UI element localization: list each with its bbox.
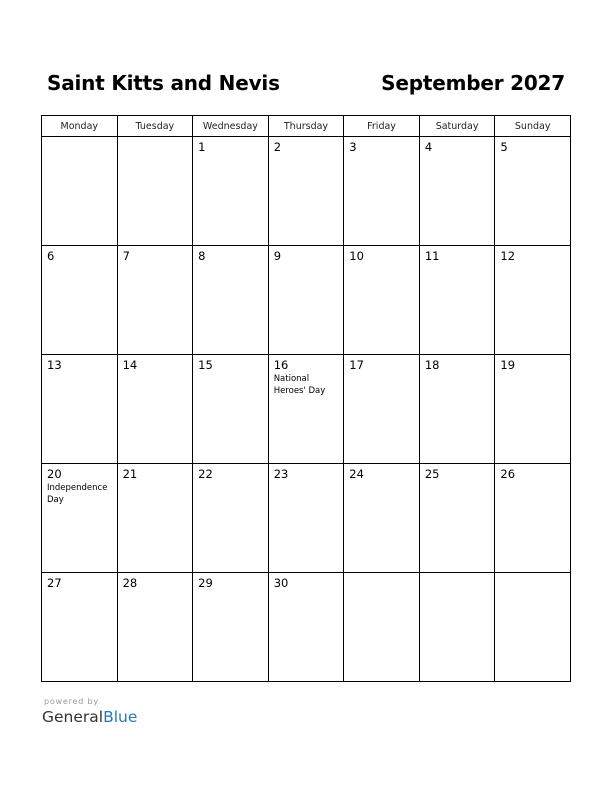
week-row bbox=[42, 355, 571, 464]
day-number: 5 bbox=[500, 140, 508, 154]
day-cell bbox=[495, 355, 571, 464]
day-cell bbox=[268, 246, 344, 355]
day-cell bbox=[419, 137, 495, 246]
day-number: 25 bbox=[424, 467, 440, 481]
weekday-friday: Friday bbox=[344, 116, 420, 137]
day-cell bbox=[495, 137, 571, 246]
day-cell bbox=[193, 355, 269, 464]
week-row bbox=[42, 246, 571, 355]
day-cell bbox=[268, 355, 344, 464]
day-number: 21 bbox=[122, 467, 138, 481]
day-cell bbox=[419, 355, 495, 464]
day-cell bbox=[42, 355, 118, 464]
weekday-header-row bbox=[42, 116, 571, 137]
empty-day-cell bbox=[419, 573, 495, 682]
empty-day-cell bbox=[42, 137, 118, 246]
day-cell bbox=[419, 464, 495, 573]
day-number: 12 bbox=[500, 249, 516, 263]
day-number: 20 bbox=[47, 467, 62, 481]
day-cell bbox=[268, 137, 344, 246]
day-cell bbox=[42, 246, 118, 355]
day-number: 27 bbox=[47, 576, 62, 590]
holiday-label: Independence Day bbox=[47, 483, 108, 505]
day-number: 6 bbox=[47, 249, 55, 263]
day-cell bbox=[268, 573, 344, 682]
week-row bbox=[42, 464, 571, 573]
weekday-wednesday: Wednesday bbox=[193, 116, 269, 137]
day-number: 13 bbox=[47, 358, 62, 372]
empty-day-cell bbox=[495, 573, 571, 682]
calendar-grid bbox=[41, 115, 571, 682]
day-number: 4 bbox=[424, 140, 433, 154]
weekday-thursday: Thursday bbox=[268, 116, 344, 137]
calendar-body bbox=[42, 137, 571, 682]
day-number: 15 bbox=[198, 358, 213, 372]
day-cell bbox=[344, 137, 420, 246]
day-cell bbox=[495, 246, 571, 355]
day-cell bbox=[268, 464, 344, 573]
day-number: 10 bbox=[349, 249, 364, 263]
brand-general: General bbox=[42, 708, 104, 726]
day-number: 8 bbox=[198, 249, 206, 263]
day-number: 22 bbox=[198, 467, 213, 481]
day-cell bbox=[193, 137, 269, 246]
empty-day-cell bbox=[344, 573, 420, 682]
day-number: 17 bbox=[349, 358, 364, 372]
weekday-monday: Monday bbox=[42, 116, 118, 137]
day-cell bbox=[193, 573, 269, 682]
week-row bbox=[42, 137, 571, 246]
day-number: 24 bbox=[349, 467, 364, 481]
day-cell bbox=[117, 246, 193, 355]
day-number: 7 bbox=[122, 249, 130, 263]
day-number: 26 bbox=[500, 467, 516, 481]
day-number: 1 bbox=[198, 140, 206, 154]
empty-day-cell bbox=[117, 137, 193, 246]
day-cell bbox=[193, 464, 269, 573]
generalblue-logo bbox=[42, 708, 137, 726]
weekday-tuesday: Tuesday bbox=[117, 116, 193, 137]
day-number: 30 bbox=[273, 576, 289, 590]
day-number: 28 bbox=[122, 576, 138, 590]
day-cell bbox=[42, 464, 118, 573]
day-number: 3 bbox=[349, 140, 357, 154]
day-cell bbox=[42, 573, 118, 682]
holiday-label: National Heroes' Day bbox=[273, 374, 326, 396]
day-number: 14 bbox=[122, 358, 138, 372]
day-number: 16 bbox=[273, 358, 289, 372]
powered-by-text: powered by bbox=[44, 697, 99, 706]
day-number: 23 bbox=[273, 467, 289, 481]
day-number: 29 bbox=[198, 576, 213, 590]
day-cell bbox=[344, 355, 420, 464]
day-number: 9 bbox=[273, 249, 282, 263]
day-cell bbox=[419, 246, 495, 355]
brand-blue: Blue bbox=[103, 708, 138, 726]
weekday-sunday: Sunday bbox=[495, 116, 571, 137]
day-cell bbox=[117, 573, 193, 682]
month-year-title: September 2027 bbox=[381, 71, 565, 95]
country-title: Saint Kitts and Nevis bbox=[47, 71, 280, 95]
week-row bbox=[42, 573, 571, 682]
day-number: 2 bbox=[273, 140, 282, 154]
day-number: 11 bbox=[424, 249, 440, 263]
day-cell bbox=[495, 464, 571, 573]
day-cell bbox=[344, 246, 420, 355]
day-number: 19 bbox=[500, 358, 516, 372]
day-number: 18 bbox=[424, 358, 440, 372]
day-cell bbox=[117, 464, 193, 573]
day-cell bbox=[193, 246, 269, 355]
day-cell bbox=[117, 355, 193, 464]
weekday-saturday: Saturday bbox=[419, 116, 495, 137]
day-cell bbox=[344, 464, 420, 573]
